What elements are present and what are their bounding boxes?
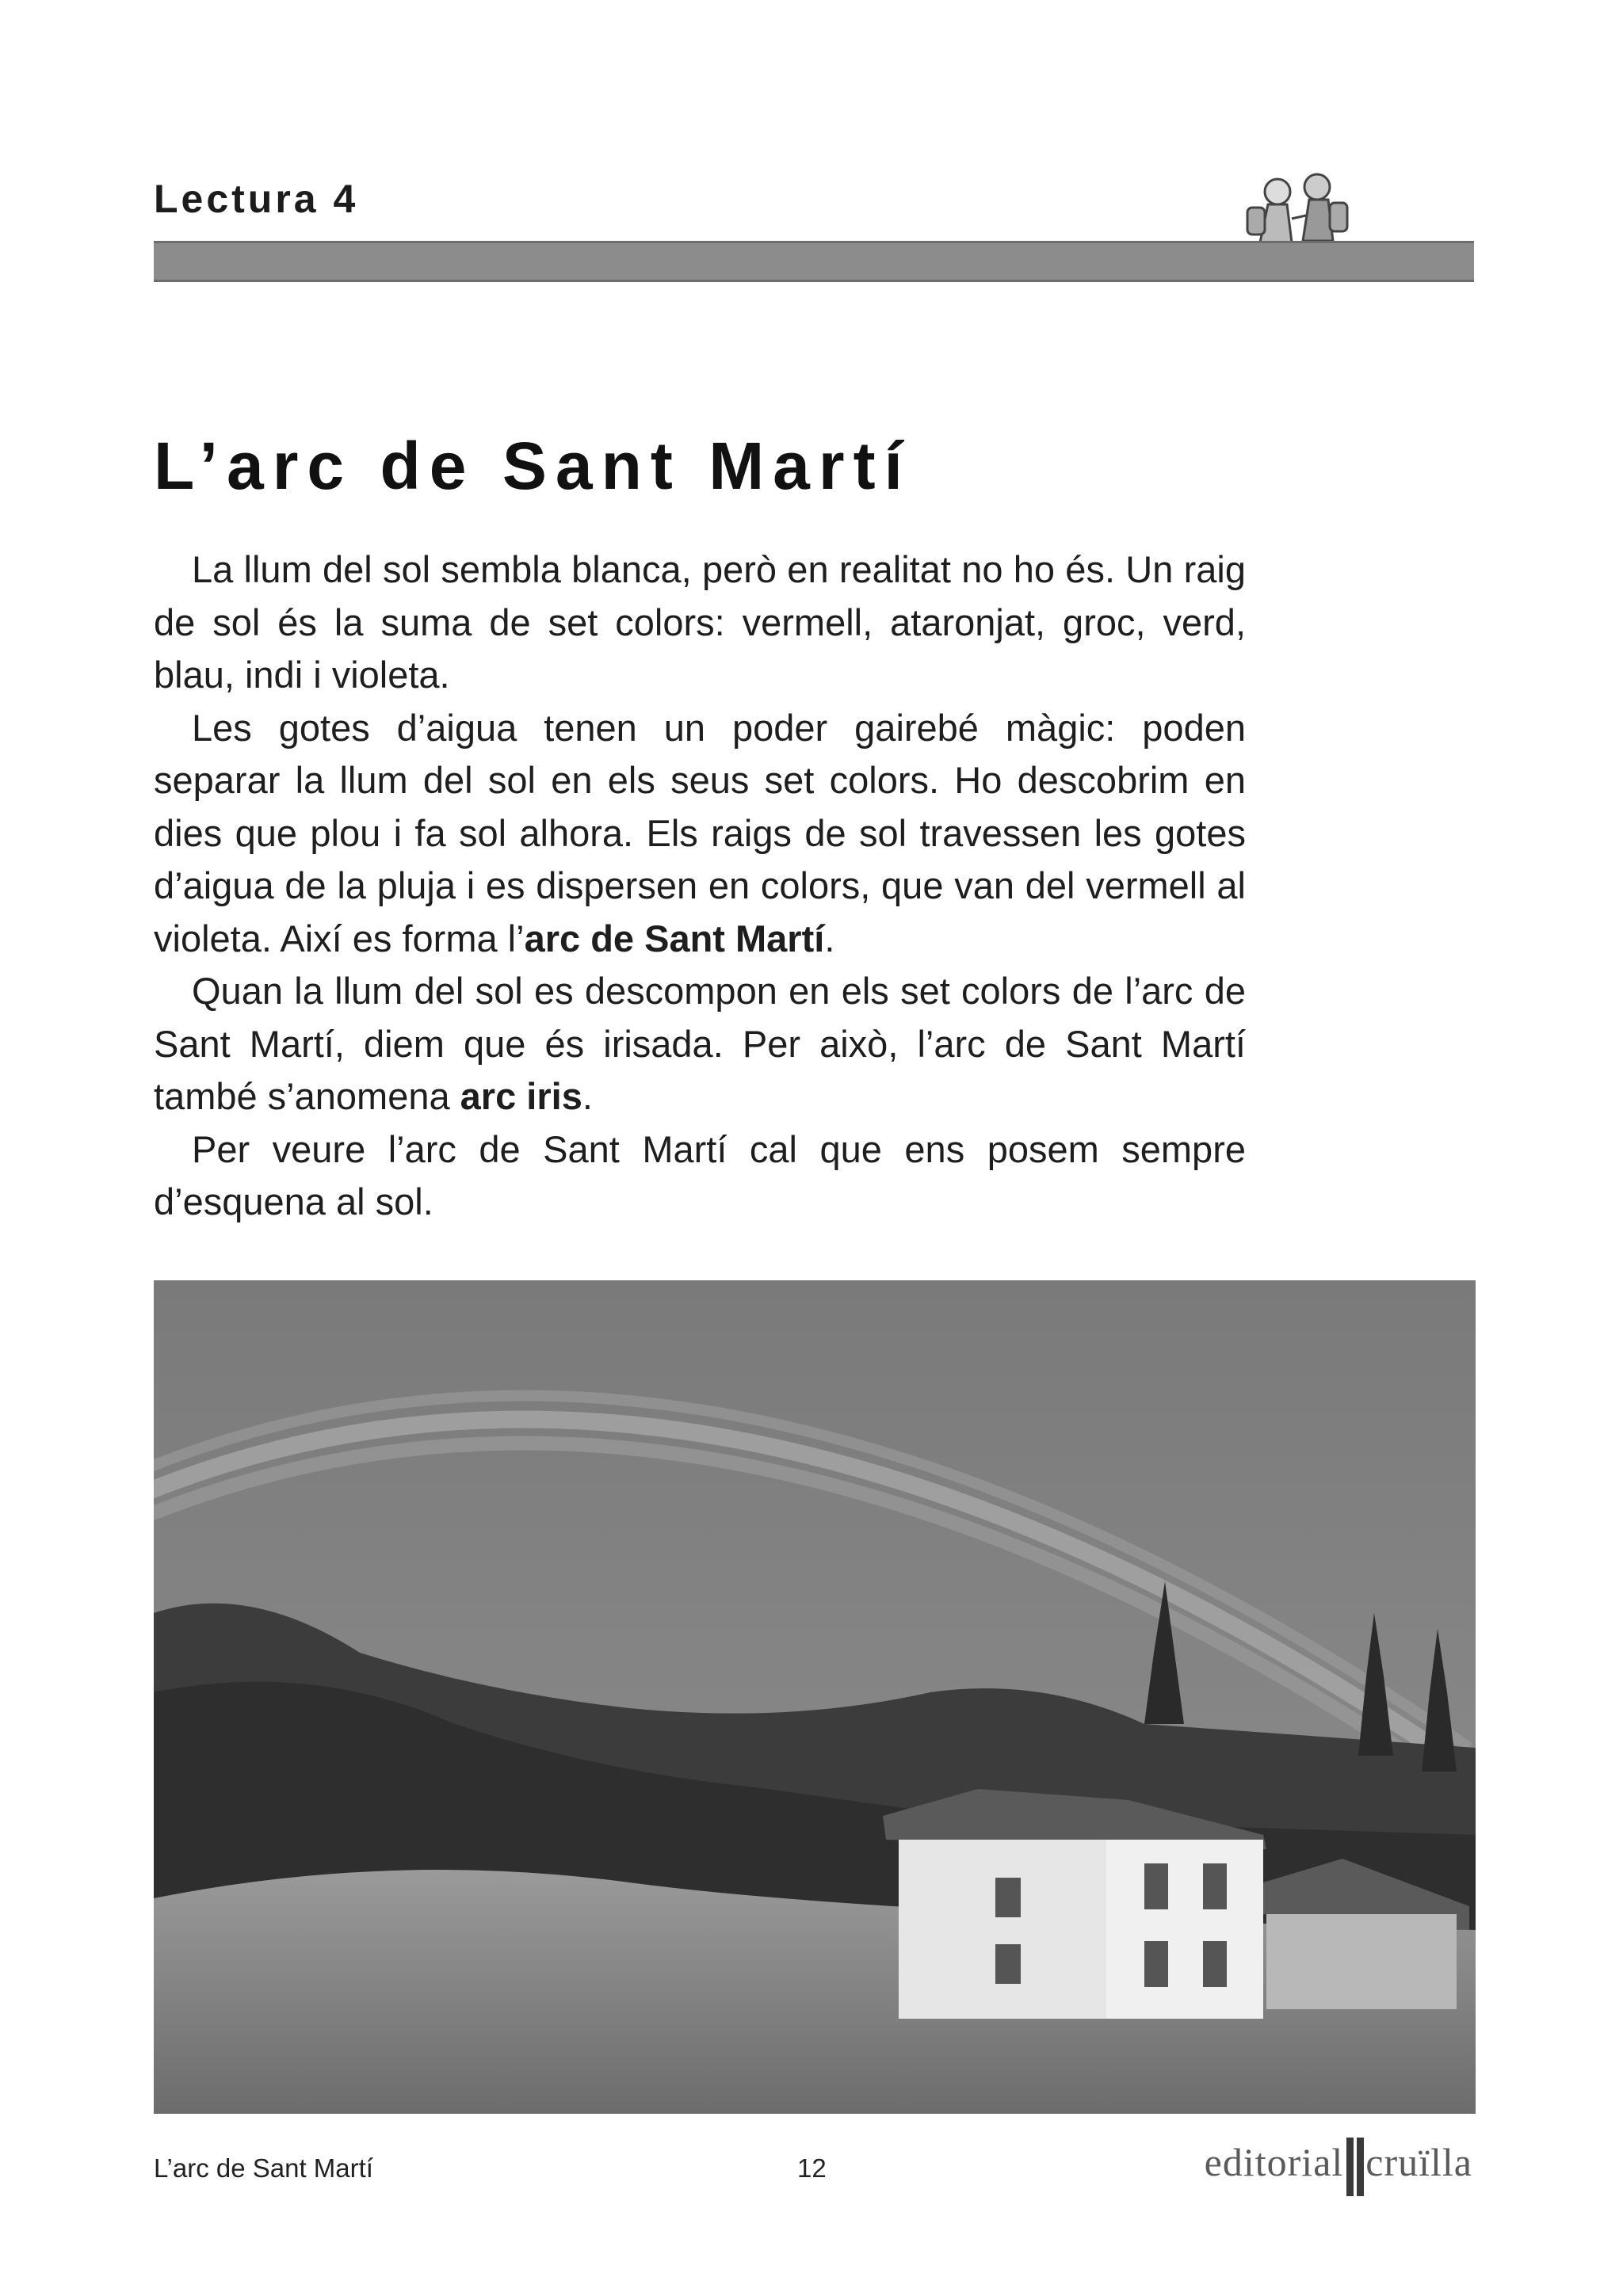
bold-term-arc-de-sant-marti: arc de Sant Martí xyxy=(524,917,825,959)
publisher-logo xyxy=(1205,2139,1472,2203)
page-number: 12 xyxy=(797,2153,827,2183)
article-body xyxy=(154,543,1246,1229)
paragraph-3: Quan la llum del sol es descompon en els set colors de l’arc de Sant Martí, diem que és irisada. Per això, l’arc de Sant Martí també s’anomena arc iris. xyxy=(154,970,1246,1117)
paragraph-1: La llum del sol sembla blanca, però en realitat no ho és. Un raig de sol és la suma de set colors: vermell, ataronjat, groc, verd, blau, indi i violeta. xyxy=(154,548,1246,696)
page-title: L’arc de Sant Martí xyxy=(154,429,911,503)
header-bar xyxy=(154,241,1474,282)
section-label: Lectura 4 xyxy=(154,177,359,221)
footer-title: L’arc de Sant Martí xyxy=(154,2153,373,2183)
bold-term-arc-iris: arc iris xyxy=(460,1075,582,1117)
publisher-name-b: cruïlla xyxy=(1365,2140,1472,2184)
paragraph-2: Les gotes d’aigua tenen un poder gairebé màgic: poden separar la llum del sol en els seus set colors. Ho descobrim en dies que plou i fa sol alhora. Els raigs de sol travessen les gotes d’aigua de la pluja i es dispersen en colors, que van del vermell al violeta. Així es forma l’arc de Sant Martí. xyxy=(154,706,1246,959)
publisher-name-a: editorial xyxy=(1204,2140,1344,2184)
publisher-mark-icon xyxy=(1346,2138,1364,2196)
paragraph-4: Per veure l’arc de Sant Martí cal que ens posem sempre d’esquena al sol. xyxy=(154,1127,1246,1222)
rainbow-landscape-photo xyxy=(154,1280,1476,2114)
